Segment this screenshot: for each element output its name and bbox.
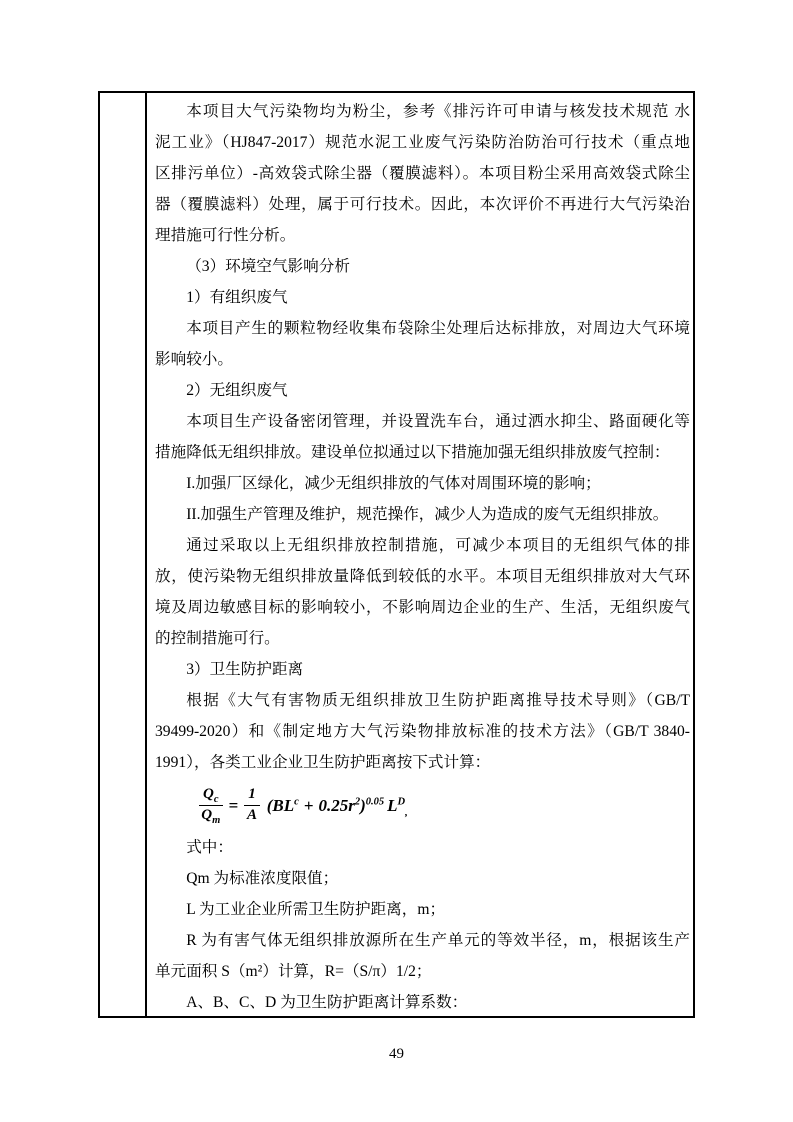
text-line: 本项目大气污染物均为粉尘，参考《排污许可申请与核发技术规范 水 <box>186 103 690 120</box>
text-line: （3）环境空气影响分析 <box>186 258 350 275</box>
formula-numerator: $Q_c$ <box>199 786 223 805</box>
table-stub-cell <box>100 93 147 1016</box>
text-line: 2）无组织废气 <box>186 382 288 399</box>
text-line: 境及周边敏感目标的影响较小，不影响周边企业的生产、生活，无组织废气 <box>155 599 690 616</box>
text-line: II.加强生产管理及维护，规范操作，减少人为造成的废气无组织排放。 <box>186 506 669 523</box>
text-line: 理措施可行性分析。 <box>155 227 296 244</box>
text-line: 器（覆膜滤料）处理，属于可行技术。因此，本次评价不再进行大气污染治 <box>155 196 690 213</box>
formula-numerator: 1 <box>244 786 260 805</box>
text-line: 影响较小。 <box>155 351 233 368</box>
text-line: 通过采取以上无组织排放控制措施，可减少本项目的无组织气体的排 <box>186 537 690 554</box>
text-line: 措施降低无组织排放。建设单位拟通过以下措施加强无组织排放废气控制： <box>155 444 670 461</box>
formula-denominator: $Q_m$ <box>201 806 221 826</box>
text-line: 39499-2020）和《制定地方大气污染物排放标准的技术方法》（GB/T 3840- <box>155 723 690 740</box>
formula-body: $(BL^c + 0.25r^2)^{0.05}$ $L^D_,$ <box>266 795 408 818</box>
text-line: 本项目产生的颗粒物经收集布袋除尘处理后达标排放，对周边大气环境 <box>186 320 690 337</box>
equals-sign: = <box>228 795 239 815</box>
text-line: L 为工业企业所需卫生防护距离，m； <box>186 901 446 918</box>
content-table <box>98 91 695 1018</box>
text-line: 3）卫生防护距离 <box>186 661 304 678</box>
text-line: A、B、C、D 为卫生防护距离计算系数： <box>186 994 468 1011</box>
text-line: 的控制措施可行。 <box>155 630 280 647</box>
text-line: 1991），各类工业企业卫生防护距离按下式计算： <box>155 754 491 771</box>
table-main-cell <box>147 93 693 1016</box>
text-line: 本项目生产设备密闭管理，并设置洗车台，通过洒水抑尘、路面硬化等 <box>186 413 690 430</box>
formula-trailing-mark: , <box>405 806 408 818</box>
text-line: 放，使污染物无组织排放量降低到较低的水平。本项目无组织排放对大气环 <box>155 568 690 585</box>
formula-denominator: A <box>246 806 257 823</box>
formula-fraction-qc-qm <box>199 786 223 824</box>
text-line: I.加强厂区绿化，减少无组织排放的气体对周围环境的影响； <box>186 475 601 492</box>
text-line: Qm 为标准浓度限值； <box>186 870 339 887</box>
text-line: R 为有害气体无组织排放源所在生产单元的等效半径，m，根据该生产 <box>186 932 690 949</box>
page-number: 49 <box>389 1046 404 1062</box>
text-line: 式中： <box>186 839 233 856</box>
formula-fraction-1-a <box>244 786 260 824</box>
text-block-upper <box>155 96 690 778</box>
text-line: 根据《大气有害物质无组织排放卫生防护距离推导技术导则》（GB/T <box>186 692 690 709</box>
text-line: 单元面积 S（m²）计算，R=（S/π）1/2； <box>155 963 432 980</box>
health-protection-distance-formula <box>195 778 690 832</box>
text-line: 1）有组织废气 <box>186 289 288 306</box>
text-line: 泥工业》（HJ847-2017）规范水泥工业废气污染防治防治可行技术（重点地 <box>155 134 690 151</box>
text-block-lower <box>155 832 690 1016</box>
text-line: 区排污单位）-高效袋式除尘器（覆膜滤料）。本项目粉尘采用高效袋式除尘 <box>155 165 690 182</box>
